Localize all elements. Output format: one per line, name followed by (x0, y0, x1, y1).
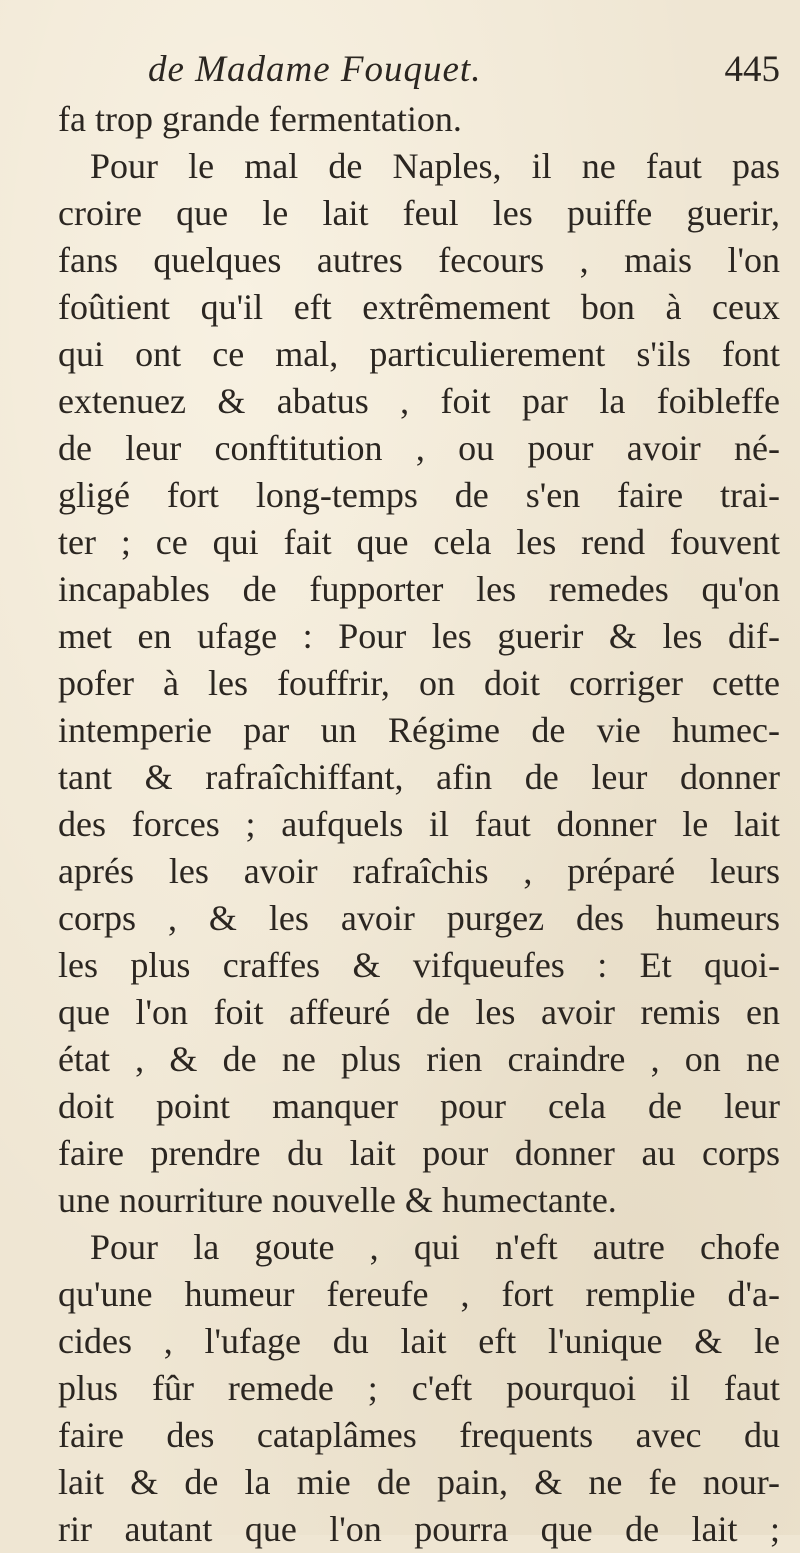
text-line: aprés les avoir rafraîchis , préparé leurs (58, 851, 780, 891)
page-number: 445 (724, 49, 780, 90)
text-line: gligé fort long-temps de s'en faire trai- (58, 475, 780, 515)
text-line: Pour la goute , qui n'eft autre chofe (90, 1227, 780, 1267)
text-line: lait & de la mie de pain, & ne fe nour- (58, 1462, 780, 1502)
text-line: met en ufage : Pour les guerir & les dif- (58, 616, 780, 656)
text-line: les plus craffes & vifqueufes : Et quoi- (58, 945, 780, 985)
running-title: de Madame Fouquet. (148, 49, 482, 90)
text-line: qu'une humeur fereufe , fort remplie d'a- (58, 1274, 780, 1314)
text-line: rir autant que l'on pourra que de lait ; (58, 1509, 780, 1549)
running-head (40, 40, 780, 100)
text-line: incapables de fupporter les remedes qu'on (58, 569, 780, 609)
text-line: que l'on foit affeuré de les avoir remis en (58, 992, 780, 1032)
text-line: doit point manquer pour cela de leur (58, 1086, 780, 1126)
text-line: qui ont ce mal, particulierement s'ils font (58, 334, 780, 374)
text-line: Pour le mal de Naples, il ne faut pas (90, 146, 780, 186)
text-line: faire prendre du lait pour donner au corps (58, 1133, 780, 1173)
text-line: foûtient qu'il eft extrêmement bon à ceux (58, 287, 780, 327)
text-line: intemperie par un Régime de vie humec- (58, 710, 780, 750)
text-line: tant & rafraîchiffant, afin de leur donner (58, 757, 780, 797)
body-text (58, 96, 780, 1553)
text-line: corps , & les avoir purgez des humeurs (58, 898, 780, 938)
text-line: des forces ; aufquels il faut donner le lait (58, 804, 780, 844)
text-line: ter ; ce qui fait que cela les rend fouvent (58, 522, 780, 562)
text-line: cides , l'ufage du lait eft l'unique & le (58, 1321, 780, 1361)
text-line: faire des cataplâmes frequents avec du (58, 1415, 780, 1455)
text-line: fans quelques autres fecours , mais l'on (58, 240, 780, 280)
text-line: de leur conftitution , ou pour avoir né- (58, 428, 780, 468)
text-line: état , & de ne plus rien craindre , on ne (58, 1039, 780, 1079)
text-line: pofer à les fouffrir, on doit corriger cette (58, 663, 780, 703)
text-line: croire que le lait feul les puiffe guerir, (58, 193, 780, 233)
text-line: fa trop grande fermentation. (58, 99, 462, 139)
text-line: extenuez & abatus , foit par la foibleffe (58, 381, 780, 421)
text-line: une nourriture nouvelle & humectante. (58, 1180, 617, 1220)
text-line: plus fûr remede ; c'eft pourquoi il faut (58, 1368, 780, 1408)
